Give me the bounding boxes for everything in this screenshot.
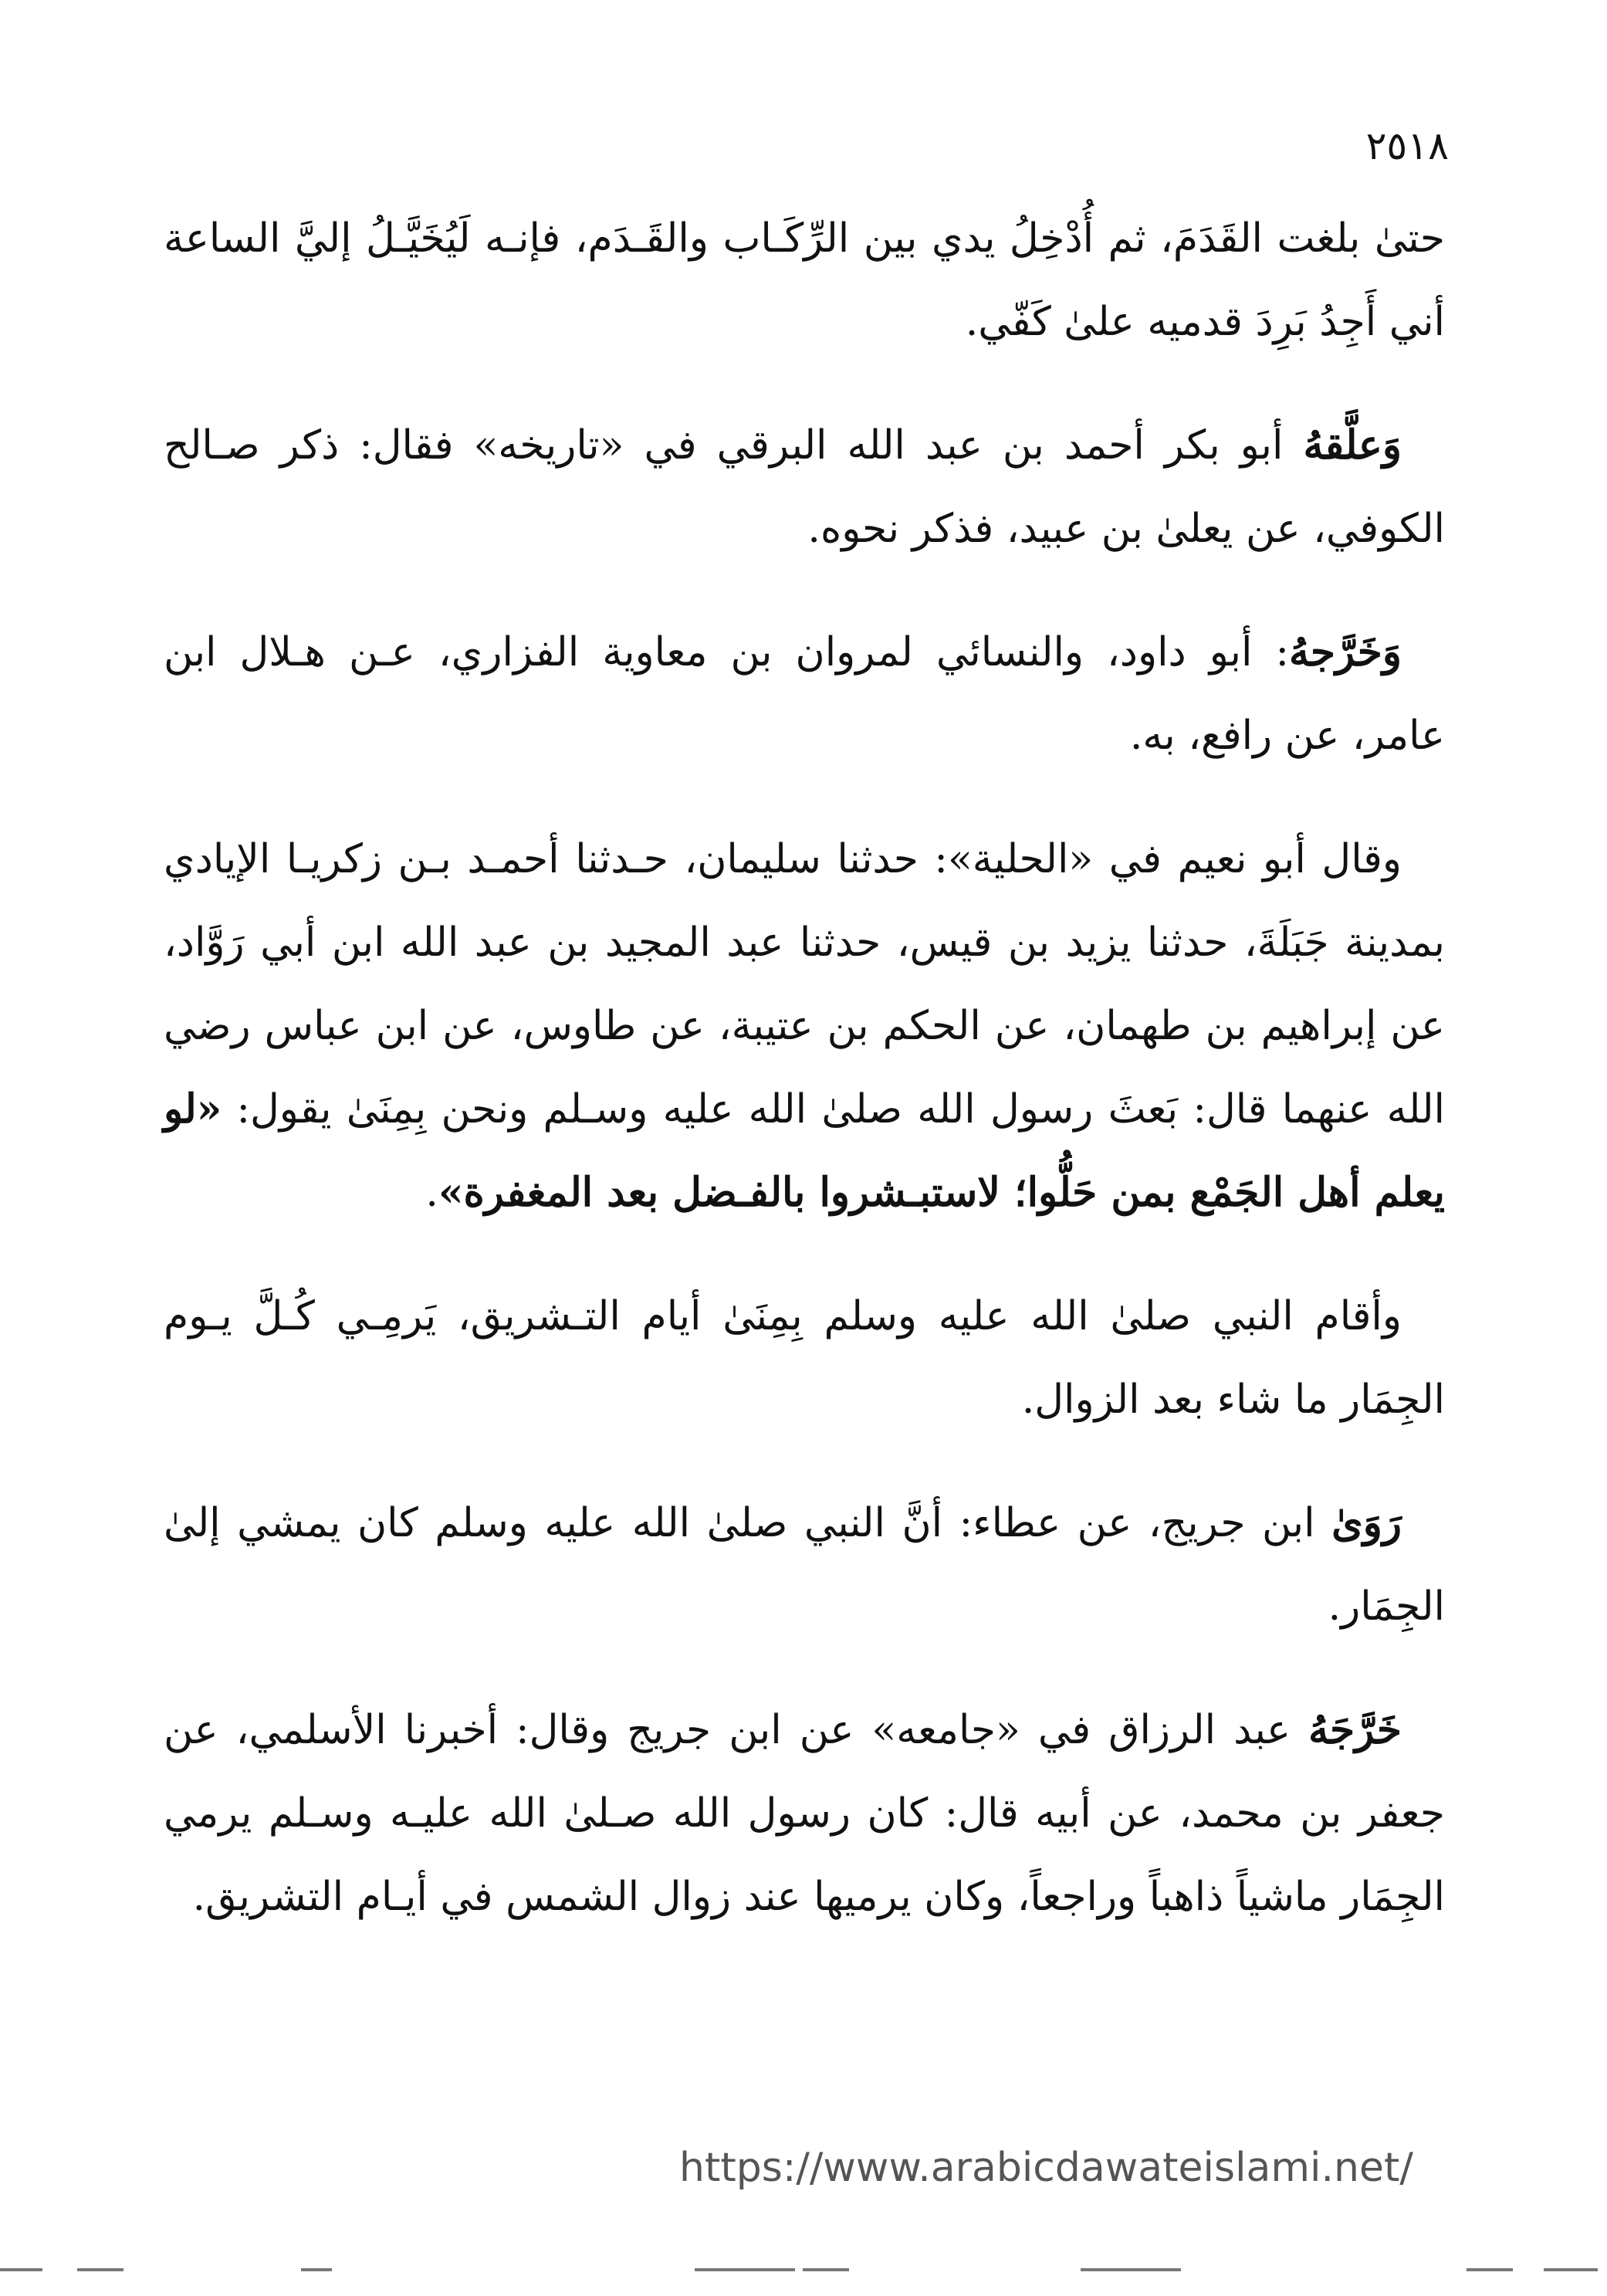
- paragraph-text: حتىٰ بلغت القَدَمَ، ثم أُدْخِلُ يدي بين الرِّكَـاب والقَـدَم، فإنـه لَيُخَيَّـلُ إليَّ الساعة أني أَجِدُ بَرِدَ قدميه علىٰ كَفّي.: [164, 215, 1445, 345]
- paragraph-2: [164, 404, 1445, 571]
- paragraph-lead: خَرَّجَهُ: [1308, 1706, 1402, 1753]
- paragraph-4: [164, 818, 1445, 1234]
- paragraph-5: [164, 1275, 1445, 1441]
- scan-mark: [77, 2268, 123, 2271]
- scan-mark: [1081, 2268, 1181, 2271]
- paragraph-7: [164, 1688, 1445, 1939]
- paragraph-text: أبو بكر أحمد بن عبد الله البرقي في «تاريخه» فقال: ذكر صـالح الكوفي، عن يعلىٰ بن عبيد، فذكر نحوه.: [164, 422, 1445, 552]
- paragraph-lead: وَعلَّقهُ: [1303, 422, 1402, 469]
- paragraph-3: [164, 611, 1445, 777]
- paragraph-tail: .: [425, 1170, 438, 1216]
- watermark-url: https://www.arabicdawateislami.net/: [679, 2145, 1413, 2191]
- paragraph-text: عبد الرزاق في «جامعه» عن ابن جريج وقال: أخبرنا الأسلمي، عن جعفر بن محمد، عن أبيه قال: كان رسول الله صـلىٰ الله عليـه وسـلم يرمي الجِمَار ماشياً ذاهباً وراجعاً، وكان يرميها عند زوال الشمس في أيـام التشريق.: [164, 1707, 1445, 1920]
- paragraph-text: ابن جريج، عن عطاء: أنَّ النبي صلىٰ الله عليه وسلم كان يمشي إلىٰ الجِمَار.: [164, 1500, 1445, 1630]
- scan-mark: [695, 2268, 795, 2271]
- paragraph-1: [164, 197, 1445, 364]
- page-number: ٢٥١٨: [1365, 124, 1449, 168]
- scan-mark: [1544, 2268, 1598, 2271]
- scan-edge-marks: [0, 2268, 1607, 2284]
- scan-mark: [301, 2268, 332, 2271]
- paragraph-lead: وَخَرَّجهُ: [1289, 628, 1402, 676]
- page-body: [164, 197, 1445, 1979]
- hadith-quote: «لو يعلم أهل الجَمْع بمن حَلُّوا؛ لاستبـشروا بالفـضل بعد المغفرة»: [164, 1085, 1445, 1216]
- paragraph-text: : أبو داود، والنسائي لمروان بن معاوية الفزاري، عـن هـلال ابن عامر، عن رافع، به.: [164, 629, 1445, 759]
- scan-mark: [1467, 2268, 1513, 2271]
- paragraph-text: وقال أبو نعيم في «الحلية»: حدثنا سليمان، حـدثنا أحمـد بـن زكريـا الإيادي بمدينة جَبَلَةَ، حدثنا يزيد بن قيس، حدثنا عبد المجيد بن عبد الله ابن أبي رَوَّاد، عن إبراهيم بن طهمان، عن الحكم بن عتيبة، عن طاوس، عن ابن عباس رضي الله عنهما قال: بَعثَ رسول الله صلىٰ الله عليه وسـلم ونحن بِمِنَىٰ يقول:: [164, 836, 1445, 1133]
- paragraph-6: [164, 1482, 1445, 1648]
- paragraph-lead: رَوَىٰ: [1331, 1499, 1402, 1546]
- scan-mark: [0, 2268, 42, 2271]
- paragraph-text: وأقام النبي صلىٰ الله عليه وسلم بِمِنَىٰ أيام التـشريق، يَرمِـي كُـلَّ يـوم الجِمَار ما شاء بعد الزوال.: [164, 1293, 1445, 1423]
- scan-mark: [803, 2268, 849, 2271]
